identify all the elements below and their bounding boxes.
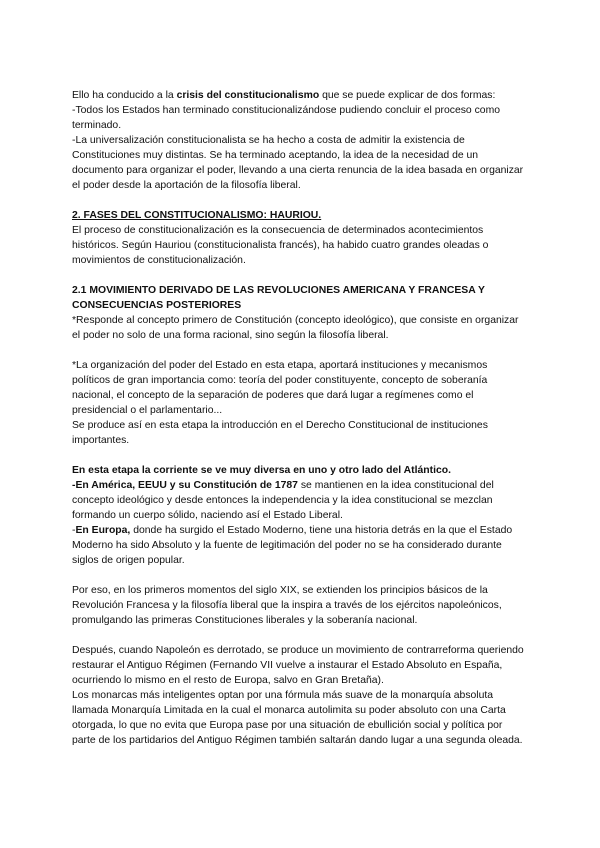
section-2-body: El proceso de constitucionalización es la consecuencia de determinados acontecimientos históricos. Según Hauriou (constitucionalista francés), ha habido cuatro grandes oleadas o movimientos de constitucionalización. — [72, 225, 489, 266]
intro-point-1: -Todos los Estados han terminado constitucionalizándose pudiendo concluir el proceso como terminado. — [72, 105, 500, 131]
europa-paragraph: -En Europa, donde ha surgido el Estado Moderno, tiene una historia detrás en la que el Estado Moderno ha sido Absoluto y la fuente de legitimación del poder no se ha considerado durante siglos de origen popular. — [72, 525, 513, 566]
section-2-heading: 2. FASES DEL CONSTITUCIONALISMO: HAURIOU. — [72, 210, 322, 221]
intro-paragraph: Ello ha conducido a la crisis del constitucionalismo que se puede explicar de dos formas: — [72, 90, 496, 101]
crisis-term: crisis del constitucionalismo — [176, 90, 320, 101]
document-page — [72, 88, 528, 748]
atlantic-heading: En esta etapa la corriente se ve muy diversa en uno y otro lado del Atlántico. — [72, 465, 451, 476]
intro-point-2: -La universalización constitucionalista se ha hecho a costa de admitir la existencia de Constituciones muy distintas. Se ha terminado aceptando, la idea de la necesidad de un documento para organizar el poder, llevando a una cierta renuncia de la idea basada en organizar el poder desde la aportación de la filosofía liberal. — [72, 135, 524, 191]
napoleon-paragraph: Después, cuando Napoleón es derrotado, se produce un movimiento de contrarreforma queriendo restaurar el Antiguo Régimen (Fernando VII vuelve a instaurar el Estado Absoluto en España, ocurriendo lo mismo en el resto de Europa, salvo en Gran Bretaña). — [72, 645, 524, 686]
siglo-xix-paragraph: Por eso, en los primeros momentos del siglo XIX, se extienden los principios básicos de la Revolución Francesa y la filosofía liberal que la inspira a través de los ejércitos napoleónicos, promulgando las primeras Constituciones liberales y la soberanía nacional. — [72, 585, 502, 626]
section-2-1-para-2: *La organización del poder del Estado en esta etapa, aportará instituciones y mecanismos políticos de gran importancia como: teoría del poder constituyente, concepto de soberanía nacional, el concepto de la separación de poderes que dará lugar a regímenes como el presidencial o el parlamentario... — [72, 360, 488, 416]
monarcas-paragraph: Los monarcas más inteligentes optan por una fórmula más suave de la monarquía absoluta llamada Monarquía Limitada en la cual el monarca autolimita su poder absoluto con una Carta otorgada, lo que no evita que Europa pase por una situación de ebullición social y política por parte de los partidarios del Antiguo Régimen también saltarán dando lugar a una segunda oleada. — [72, 690, 523, 746]
america-paragraph: -En América, EEUU y su Constitución de 1787 se mantienen en la idea constitucional del concepto ideológico y desde entonces la independencia y la idea constitucional se mezclan formando un cuerpo sólido, naciendo así el Estado Liberal. — [72, 480, 494, 521]
section-2-1-heading: 2.1 MOVIMIENTO DERIVADO DE LAS REVOLUCIONES AMERICANA Y FRANCESA Y CONSECUENCIAS POSTERIORES — [72, 285, 485, 311]
section-2-1-para-3: Se produce así en esta etapa la introducción en el Derecho Constitucional de instituciones importantes. — [72, 420, 488, 446]
section-2-1-para-1: *Responde al concepto primero de Constitución (concepto ideológico), que consiste en organizar el poder no solo de una forma racional, sino según la filosofía liberal. — [72, 315, 519, 341]
